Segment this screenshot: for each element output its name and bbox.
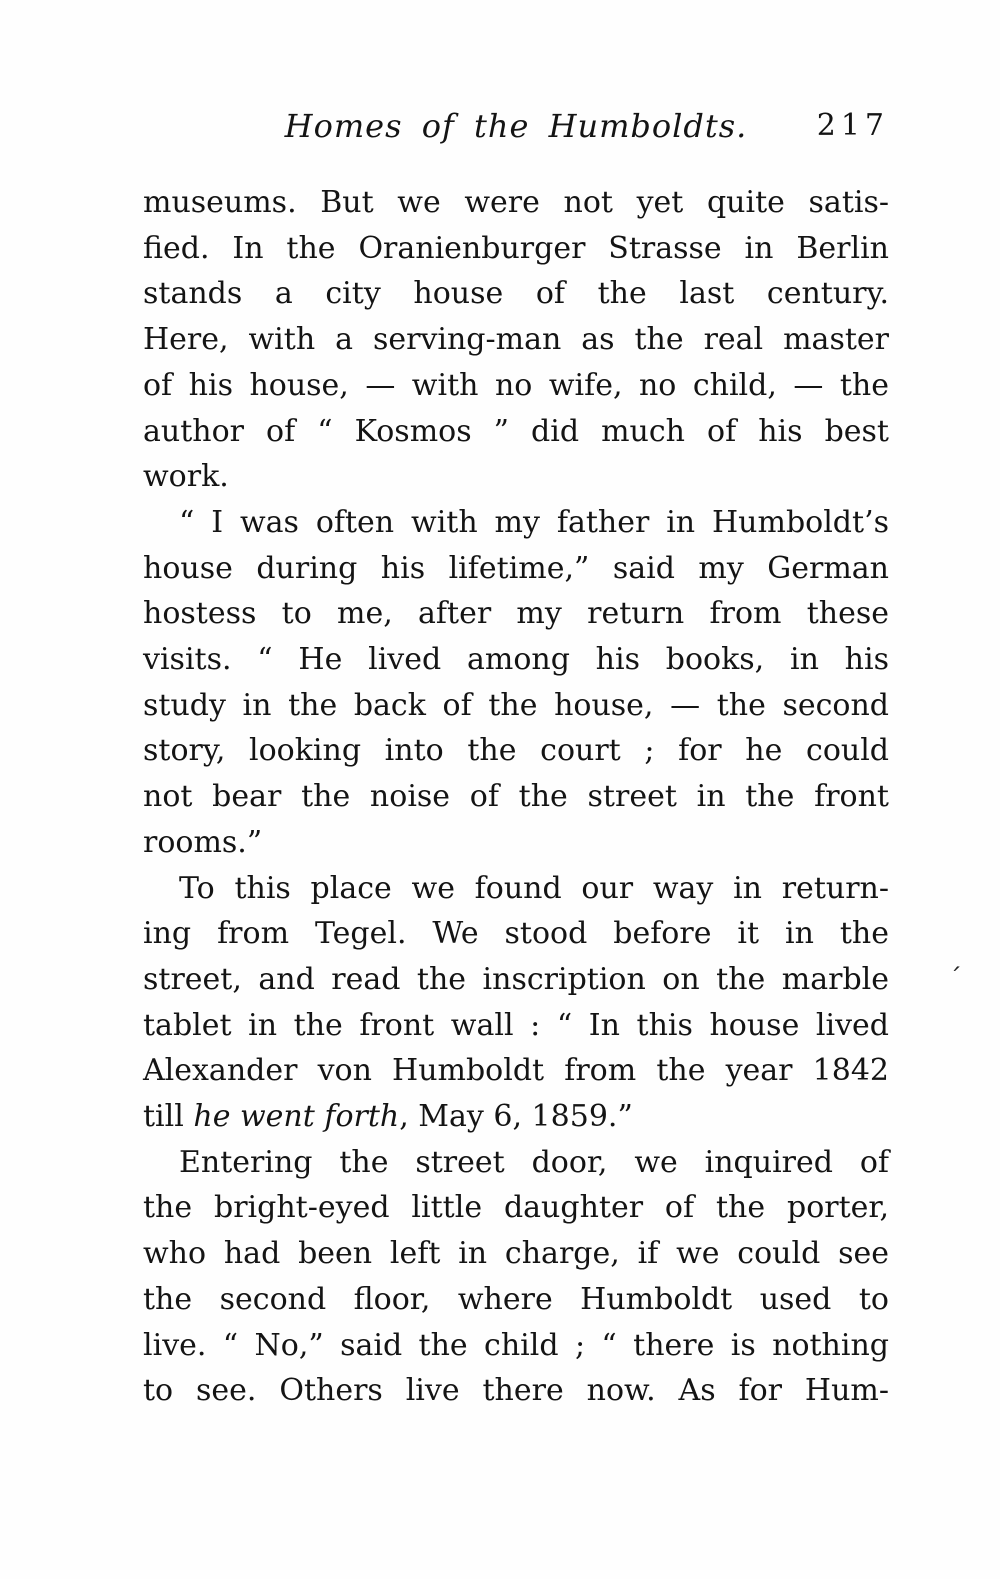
page-header — [143, 103, 889, 149]
text-line: house during his lifetime,” said my German — [143, 550, 889, 586]
text-line: Here, with a serving-man as the real master — [143, 322, 889, 358]
text-line: live. “ No,” said the child ; “ there is nothing — [143, 1327, 889, 1363]
text-segment: till — [143, 1099, 194, 1135]
text-line: “ I was often with my father in Humboldt’s — [179, 504, 889, 540]
text-line: to see. Others live there now. As for Hum- — [143, 1373, 889, 1409]
page-number: 217 — [816, 108, 889, 143]
text-line: author of “ Kosmos ” did much of his best — [143, 413, 889, 449]
text-line: hostess to me, after my return from these — [143, 596, 889, 632]
text-line: rooms.” — [143, 824, 263, 860]
italic-phrase: he went forth — [193, 1099, 400, 1135]
text-line: fied. In the Oranienburger Strasse in Berlin — [143, 230, 889, 266]
text-line: of his house, — with no wife, no child, — the — [143, 367, 889, 403]
text-line: not bear the noise of the street in the front — [143, 779, 889, 815]
text-line — [143, 1094, 889, 1140]
text-line: work. — [143, 459, 229, 495]
text-line: the second floor, where Humboldt used to — [143, 1281, 889, 1317]
ink-speck: ´ — [946, 963, 963, 995]
text-line: Entering the street door, we inquired of — [179, 1144, 889, 1180]
text-line: To this place we found our way in return- — [179, 870, 889, 906]
text-line: museums. But we were not yet quite satis- — [143, 185, 889, 220]
text-line: street, and read the inscription on the marble — [143, 961, 889, 997]
text-line: ing from Tegel. We stood before it in the — [143, 916, 889, 952]
text-line: visits. “ He lived among his books, in his — [143, 642, 889, 678]
text-line: Alexander von Humboldt from the year 1842 — [143, 1053, 889, 1089]
text-line: stands a city house of the last century. — [143, 276, 889, 312]
text-line: tablet in the front wall : “ In this house lived — [143, 1007, 889, 1043]
page-body — [143, 180, 889, 1414]
text-segment: , May 6, 1859.” — [399, 1099, 633, 1135]
text-line: the bright-eyed little daughter of the porter, — [143, 1190, 889, 1226]
text-line: story, looking into the court ; for he could — [143, 733, 889, 769]
text-line: study in the back of the house, — the second — [143, 687, 889, 723]
running-head-title: Homes of the Humboldts. — [284, 107, 748, 145]
text-line: who had been left in charge, if we could see — [143, 1236, 889, 1272]
